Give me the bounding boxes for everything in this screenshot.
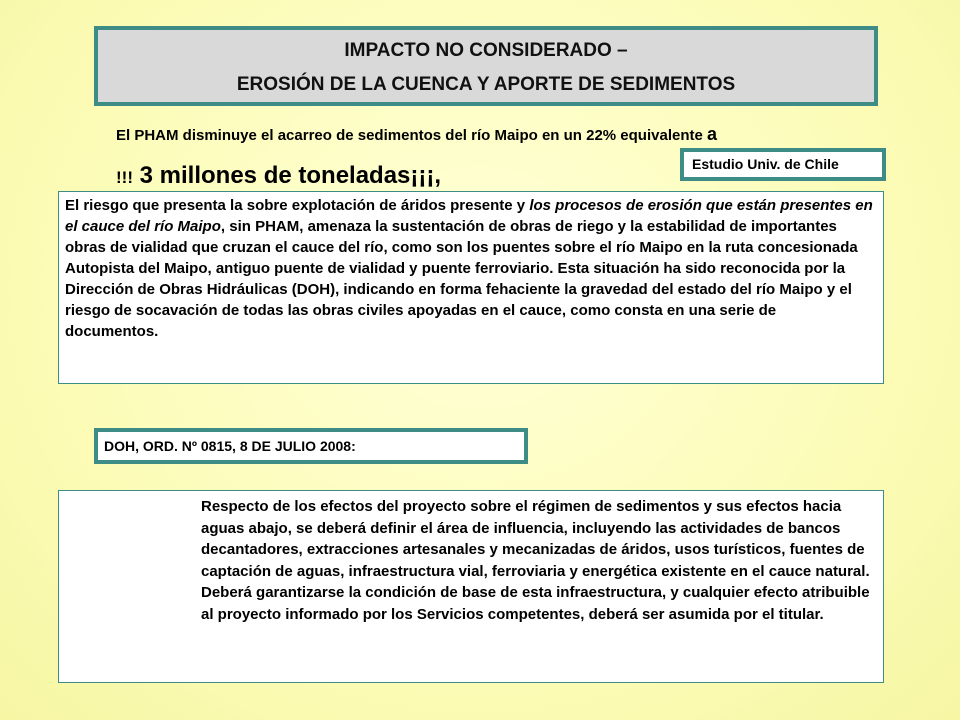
slide-title-line-2: EROSIÓN DE LA CUENCA Y APORTE DE SEDIMENTOS (236, 74, 736, 95)
slide-title-box (94, 26, 878, 106)
intro-statement-line-2 (116, 162, 441, 190)
reference-label-box (94, 428, 528, 464)
source-label-box (680, 148, 886, 181)
main-paragraph-part-1: El riesgo que presenta la sobre explotación de áridos presente y (65, 197, 530, 214)
intro-statement-line-1 (116, 124, 717, 145)
main-paragraph-italic: los procesos de erosión que están presentes en el cauce del río Maipo (65, 197, 873, 235)
intro-line-2-prefix: !!! (116, 168, 133, 187)
quote-paragraph-box (58, 490, 884, 683)
intro-line-1-text: El PHAM disminuye el acarreo de sedimentos del río Maipo en un 22% equivalente (116, 127, 703, 144)
source-label: Estudio Univ. de Chile (692, 156, 839, 172)
main-paragraph-part-2: , sin PHAM, amenaza la sustentación de obras de riego y la estabilidad de importantes obras de vialidad que cruzan el cauce del río, como son los puentes sobre el río Maipo en la ruta concesionada Autopista del Maipo, antiguo puente de vialidad y puente ferroviario. Esta situación ha sido reconocida por la Dirección de Obras Hidráulicas (DOH), indicando en forma fehaciente la gravedad del estado del río Maipo y el riesgo de socavación de todas las obras civiles apoyadas en el cauce, como consta en una serie de documentos. (65, 218, 858, 340)
slide-title-line-1: IMPACTO NO CONSIDERADO – (344, 40, 628, 61)
quote-paragraph: Respecto de los efectos del proyecto sobre el régimen de sedimentos y sus efectos hacia aguas abajo, se deberá definir el área de influencia, incluyendo las actividades de bancos decantadores, extracciones artesanales y mecanizadas de áridos, usos turísticos, fuentes de captación de aguas, infraestructura vial, ferroviaria y energética existente en el cauce natural. Deberá garantizarse la condición de base de esta infraestructura, y cualquier efecto atribuible al proyecto informado por los Servicios competentes, deberá ser asumida por el titular. (201, 498, 870, 623)
main-paragraph-box (58, 191, 884, 384)
intro-line-2-highlight: 3 millones de toneladas¡¡¡, (139, 162, 442, 189)
reference-label: DOH, ORD. Nº 0815, 8 DE JULIO 2008: (104, 438, 356, 454)
intro-line-1-end: a (707, 124, 718, 144)
